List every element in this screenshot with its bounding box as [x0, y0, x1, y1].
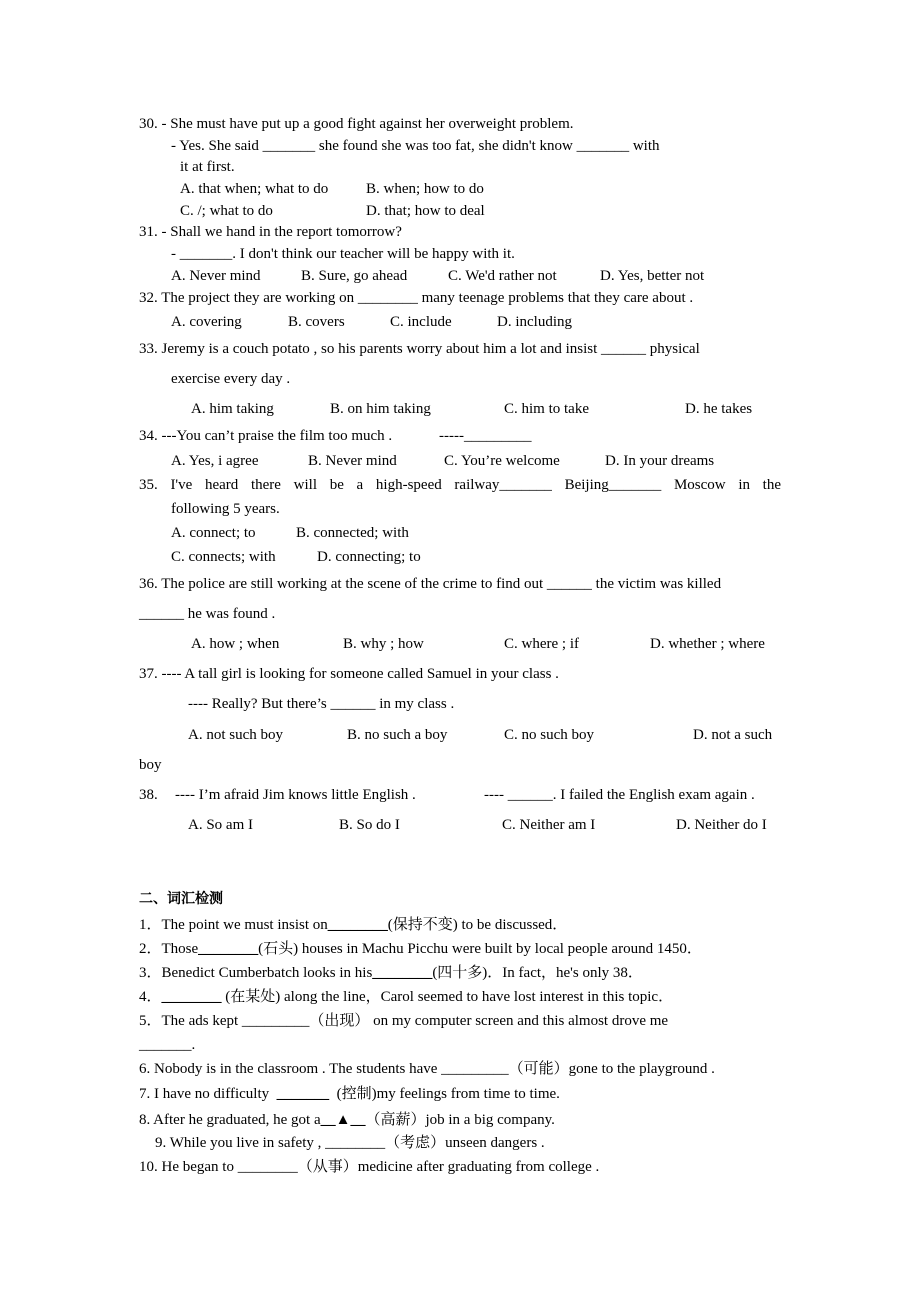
- vocab-item-text: (控制)my feelings from time to time.: [329, 1086, 560, 1102]
- q37-option-b: B. no such a boy: [347, 727, 448, 743]
- q36-stem-cont: ______ he was found .: [139, 606, 276, 622]
- vocab-item-1: [139, 916, 567, 934]
- q34-option-c: C. You’re welcome: [444, 453, 560, 469]
- q30-option-a: A. that when; what to do: [180, 181, 329, 197]
- q34-option-d: D. In your dreams: [605, 453, 715, 469]
- vocab-blank: ________: [198, 941, 259, 957]
- q35-word: be: [329, 477, 344, 493]
- q35-word: there: [250, 477, 281, 493]
- q38-number: 38.: [139, 787, 158, 803]
- q32-stem: 32. The project they are working on ________ many teenage problems that they care about .: [139, 290, 694, 306]
- q30-option-d: D. that; how to deal: [366, 203, 485, 219]
- vocab-item-6: 6. Nobody is in the classroom . The students have _________（可能）gone to the playground .: [139, 1061, 715, 1077]
- q30-option-b: B. when; how to do: [366, 181, 484, 197]
- q37-option-c: C. no such boy: [504, 727, 594, 743]
- q35-word: a: [356, 477, 364, 493]
- vocab-item-text: (在某处) along the line，Carol seemed to have lost interest in this topic．: [221, 989, 674, 1005]
- q33-option-b: B. on him taking: [330, 401, 431, 417]
- q35-stem: [139, 476, 781, 494]
- vocab-item-text: 8. After he graduated, he got a: [139, 1112, 321, 1128]
- vocab-item-text: 2．Those: [139, 941, 199, 957]
- q35-word: railway_______: [454, 477, 552, 493]
- q32-option-c: C. include: [390, 314, 452, 330]
- vocab-item-text: 4．: [139, 989, 162, 1005]
- q35-word: the: [762, 477, 781, 493]
- q31-reply: - _______. I don't think our teacher will be happy with it.: [171, 246, 515, 262]
- vocab-item-text: 1．The point we must insist on: [139, 917, 328, 933]
- q35-word: heard: [204, 477, 239, 493]
- q37-option-d: D. not a such: [693, 727, 773, 743]
- q31-option-c: C. We'd rather not: [448, 268, 557, 284]
- q38-stem: ---- I’m afraid Jim knows little English .: [175, 787, 416, 803]
- vocab-item-9: 9. While you live in safety , ________（考虑）unseen dangers .: [155, 1135, 545, 1151]
- vocab-item-4: [139, 988, 673, 1006]
- q38-option-a: A. So am I: [188, 817, 253, 833]
- q35-word: I've: [170, 477, 193, 493]
- q37-reply: ---- Really? But there’s ______ in my class .: [188, 696, 455, 712]
- q35-word: in: [738, 477, 750, 493]
- q32-option-b: B. covers: [288, 314, 345, 330]
- q33-option-c: C. him to take: [504, 401, 589, 417]
- vocab-item-10: 10. He began to ________（从事）medicine after graduating from college .: [139, 1159, 600, 1175]
- vocab-item-2: [139, 940, 702, 958]
- q35-word: will: [293, 477, 317, 493]
- vocab-item-5-cont: _______.: [139, 1037, 196, 1053]
- q30-reply-cont: it at first.: [180, 159, 235, 175]
- q35-word: high-speed: [375, 477, 442, 493]
- vocab-item-text: 7. I have no difficulty: [139, 1086, 277, 1102]
- vocab-item-text: 3．Benedict Cumberbatch looks in his: [139, 965, 373, 981]
- q30-stem: 30. - She must have put up a good fight against her overweight problem.: [139, 116, 574, 132]
- vocab-blank: ________: [327, 917, 388, 933]
- q36-option-d: D. whether ; where: [650, 636, 765, 652]
- q30-reply: - Yes. She said _______ she found she was too fat, she didn't know _______ with: [171, 138, 660, 154]
- q35-word: Beijing_______: [564, 477, 662, 493]
- q34-option-a: A. Yes, i agree: [171, 453, 259, 469]
- vocab-item-3: [139, 964, 643, 982]
- q35-option-b: B. connected; with: [296, 525, 409, 541]
- q35-word: Moscow: [673, 477, 726, 493]
- vocab-item-text: (四十多)．In fact，he's only 38．: [432, 965, 643, 981]
- q34-option-b: B. Never mind: [308, 453, 397, 469]
- vocab-item-5: 5．The ads kept _________（出现） on my computer screen and this almost drove me: [139, 1013, 669, 1029]
- q36-stem: 36. The police are still working at the scene of the crime to find out ______ the victim was killed: [139, 576, 722, 592]
- q34-stem: 34. ---You can’t praise the film too much .: [139, 428, 393, 444]
- q33-option-d: D. he takes: [685, 401, 753, 417]
- q33-option-a: A. him taking: [191, 401, 274, 417]
- q35-option-a: A. connect; to: [171, 525, 256, 541]
- q36-option-b: B. why ; how: [343, 636, 424, 652]
- vocab-item-8: [139, 1111, 555, 1129]
- q38-option-c: C. Neither am I: [502, 817, 596, 833]
- section-title: 二、词汇检测: [139, 891, 223, 907]
- vocab-blank: ________: [372, 965, 433, 981]
- q36-option-c: C. where ; if: [504, 636, 579, 652]
- vocab-blank: ________: [161, 989, 222, 1005]
- vocab-item-text: (保持不变) to be discussed．: [387, 917, 568, 933]
- q31-option-a: A. Never mind: [171, 268, 261, 284]
- q35-stem-cont: following 5 years.: [171, 501, 280, 517]
- q33-stem-cont: exercise every day .: [171, 371, 291, 387]
- vocab-blank: _______: [276, 1086, 330, 1102]
- q37-option-d-cont: boy: [139, 757, 162, 773]
- q31-option-d: D. Yes, better not: [600, 268, 705, 284]
- q38-option-b: B. So do I: [339, 817, 400, 833]
- vocab-item-7: [139, 1085, 560, 1103]
- q31-option-b: B. Sure, go ahead: [301, 268, 408, 284]
- triangle-marker-blank: __▲__: [320, 1112, 366, 1128]
- q38-option-d: D. Neither do I: [676, 817, 767, 833]
- q35-word: 35.: [139, 477, 158, 493]
- q37-stem: 37. ---- A tall girl is looking for someone called Samuel in your class .: [139, 666, 559, 682]
- q36-option-a: A. how ; when: [191, 636, 280, 652]
- q35-option-c: C. connects; with: [171, 549, 276, 565]
- q38-reply: ---- ______. I failed the English exam again .: [484, 787, 755, 803]
- q30-option-c: C. /; what to do: [180, 203, 273, 219]
- q33-stem: 33. Jeremy is a couch potato , so his parents worry about him a lot and insist ______ physical: [139, 341, 700, 357]
- q32-option-a: A. covering: [171, 314, 242, 330]
- q35-option-d: D. connecting; to: [317, 549, 421, 565]
- q37-option-a: A. not such boy: [188, 727, 283, 743]
- q31-stem: 31. - Shall we hand in the report tomorrow?: [139, 224, 402, 240]
- q32-option-d: D. including: [497, 314, 572, 330]
- vocab-item-text: (石头) houses in Machu Picchu were built by local people around 1450．: [258, 941, 702, 957]
- vocab-item-text: （高薪）job in a big company.: [365, 1112, 555, 1128]
- q34-reply: -----_________: [439, 428, 532, 444]
